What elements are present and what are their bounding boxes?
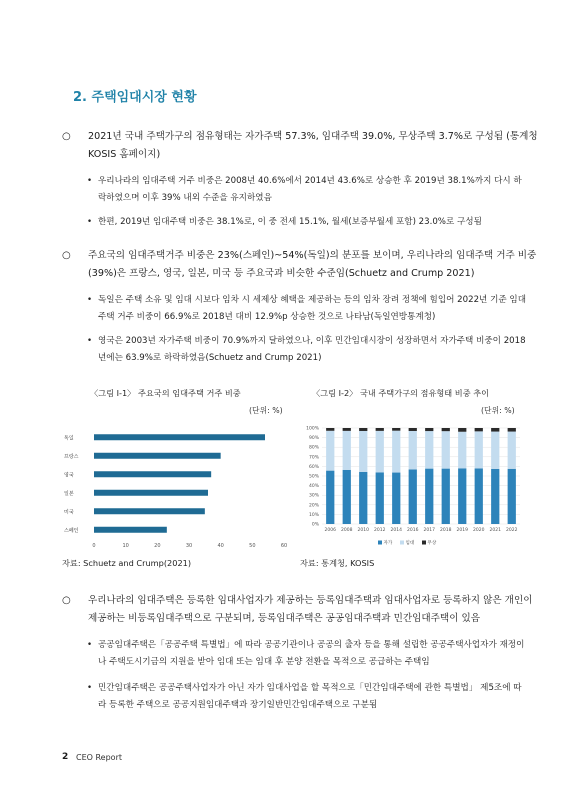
figure-2-caption: 〈그림 Ⅰ-2〉 국내 주택가구의 점유형태 비중 추이 [312, 388, 490, 398]
x-tick-label: 10 [122, 543, 129, 549]
x-tick-label: 2012 [374, 528, 386, 533]
main-bullet-2 [62, 247, 540, 283]
bar-segment [359, 431, 367, 472]
circle-bullet-icon: ○ [62, 250, 71, 261]
category-label: 영국 [64, 472, 74, 479]
sub-bullet-3-2 [87, 680, 527, 714]
y-tick-label: 60% [308, 464, 319, 470]
page-number: 2 [62, 752, 69, 762]
x-tick-label: 2018 [440, 528, 452, 533]
y-tick-label: 20% [308, 503, 319, 509]
category-label: 스페인 [64, 527, 79, 534]
bar-segment [409, 469, 417, 524]
bar-segment [508, 469, 516, 524]
figure-1-caption: 〈그림 Ⅰ-1〉 주요국의 임대주택 거주 비중 [90, 388, 241, 398]
sub-bullet-text: 영국은 2003년 자가주택 비중이 70.9%까지 달하였으나, 이후 민간임대시장이 성장하면서 자가주택 비중이 2018년에는 63.9%로 하락하였음(Schuetz and Crump 2021) [98, 336, 526, 363]
legend-swatch [422, 541, 426, 545]
dot-bullet-icon: • [87, 683, 93, 693]
y-tick-label: 30% [308, 493, 319, 499]
bar-segment [442, 469, 450, 524]
bar [94, 434, 265, 440]
sub-bullet-text: 공공임대주택은「공공주택 특별법」에 따라 공공기관이나 공공의 출자 등을 통해 설립한 공공주택사업자가 재정이나 주택도시기금의 지원을 받아 임대 또는 임대 후 분양 전환을 목적으로 공급하는 주택임 [98, 640, 525, 667]
bar-segment [376, 472, 384, 524]
bar-segment [409, 431, 417, 469]
y-tick-label: 70% [308, 455, 319, 461]
category-label: 일본 [64, 490, 74, 497]
x-tick-label: 2008 [341, 528, 353, 533]
x-tick-label: 30 [185, 543, 193, 549]
sub-bullet-text: 민간임대주택은 공공주택사업자가 아닌 자가 임대사업을 할 목적으로「민간임대주택에 관한 특별법」 제5조에 따라 등록한 주택으로 공공지원임대주택과 장기일반민간임대주택으로 구분됨 [98, 683, 522, 710]
x-tick-label: 2017 [423, 528, 435, 533]
bar [94, 527, 167, 533]
x-tick-label: 0 [92, 543, 96, 549]
bar-segment [425, 428, 433, 431]
bar-segment [343, 428, 351, 431]
legend-swatch [400, 541, 404, 545]
sub-bullet-2-2 [87, 333, 527, 367]
bar [94, 453, 221, 459]
x-tick-label: 2020 [473, 528, 485, 533]
dot-bullet-icon: • [87, 176, 93, 186]
category-label: 프랑스 [64, 453, 79, 460]
dot-bullet-icon: • [87, 640, 93, 650]
legend-label: 자가 [383, 541, 393, 546]
bar-segment [376, 428, 384, 431]
bar-segment [409, 428, 417, 431]
x-tick-label: 2006 [324, 528, 336, 533]
dot-bullet-icon: • [87, 295, 93, 305]
y-tick-label: 0% [311, 522, 319, 528]
x-tick-label: 2019 [456, 528, 468, 533]
chart-2-svg [298, 420, 526, 555]
bar-segment [458, 432, 466, 469]
x-tick-label: 2016 [407, 528, 419, 533]
main-bullet-3 [62, 592, 540, 628]
bar [94, 490, 208, 496]
sub-bullet-text: 우리나라의 임대주택 거주 비중은 2008년 40.6%에서 2014년 43.6%로 상승한 후 2019년 38.1%까지 다시 하락하였으며 이후 39% 내외 수준을 유지하였음 [98, 176, 522, 203]
figure-2-unit: (단위: %) [481, 406, 515, 415]
bar-segment [326, 428, 334, 431]
x-tick-label: 2010 [357, 528, 369, 533]
bar-segment [359, 472, 367, 524]
bar-segment [392, 428, 400, 431]
bar [94, 508, 205, 514]
x-tick-label: 50 [249, 543, 256, 549]
dot-bullet-icon: • [87, 336, 93, 346]
main-bullet-text: 주요국의 임대주택거주 비중은 23%(스페인)~54%(독일)의 분포를 보이며, 우리나라의 임대주택 거주 비중(39%)은 프랑스, 영국, 일본, 미국 등 주요국과 비슷한 수준임(Schuetz and Crump 2021) [88, 250, 537, 279]
bar-segment [475, 431, 483, 468]
x-tick-label: 2022 [506, 528, 518, 533]
bar-segment [508, 432, 516, 469]
bar-segment [442, 428, 450, 431]
bar-segment [491, 432, 499, 469]
y-tick-label: 40% [308, 484, 319, 490]
main-bullet-text: 우리나라의 임대주택은 등록한 임대사업자가 제공하는 등록임대주택과 임대사업자로 등록하지 않은 개인이 제공하는 비등록임대주택으로 구분되며, 등록임대주택은 공공임대주택과 민간임대주택이 있음 [88, 595, 533, 624]
bar-segment [326, 431, 334, 471]
y-tick-label: 10% [308, 512, 319, 518]
sub-bullet-text: 한편, 2019년 임대주택 비중은 38.1%로, 이 중 전세 15.1%, 월세(보증부월세 포함) 23.0%로 구성됨 [98, 217, 482, 227]
category-label: 미국 [64, 509, 74, 516]
figure-2-source: 자료: 통계청, KOSIS [300, 558, 375, 568]
bar-segment [359, 428, 367, 431]
circle-bullet-icon: ○ [62, 595, 71, 606]
figure-1-unit: (단위: %) [249, 406, 283, 415]
x-tick-label: 2021 [489, 528, 501, 533]
circle-bullet-icon: ○ [62, 131, 71, 142]
sub-bullet-1-1 [87, 173, 527, 207]
bar-segment [343, 470, 351, 524]
footer-label: CEO Report [76, 753, 122, 762]
sub-bullet-text: 독일은 주택 소유 및 임대 시보다 임차 시 세제상 혜택을 제공하는 등의 임차 장려 정책에 힘입어 2022년 기준 임대주택 거주 비중이 66.9%로 2018년 대비 12.9%p 상승한 것으로 나타남(독일연방통계청) [98, 295, 527, 322]
bar-segment [442, 431, 450, 468]
legend-label: 무상 [427, 541, 437, 546]
bar-segment [392, 473, 400, 524]
bar-segment [458, 468, 466, 524]
sub-bullet-1-2 [87, 214, 527, 231]
chart-rental-share-by-country [62, 420, 292, 555]
dot-bullet-icon: • [87, 217, 93, 227]
x-tick-label: 2014 [390, 528, 402, 533]
legend-swatch [378, 541, 382, 545]
sub-bullet-2-1 [87, 292, 527, 326]
bar-segment [392, 431, 400, 473]
bar [94, 471, 211, 477]
bar-segment [376, 431, 384, 472]
main-bullet-text: 2021년 국내 주택가구의 점유형태는 자가주택 57.3%, 임대주택 39.0%, 무상주택 3.7%로 구성됨 (통계청 KOSIS 홈페이지) [88, 131, 538, 160]
legend-label: 임대 [405, 541, 415, 546]
bar-segment [475, 428, 483, 431]
bar-segment [343, 431, 351, 470]
x-tick-label: 40 [217, 543, 224, 549]
bar-segment [425, 431, 433, 469]
bar-segment [326, 471, 334, 524]
bar-segment [475, 468, 483, 524]
chart-tenure-trend [298, 420, 526, 555]
y-tick-label: 90% [308, 436, 319, 442]
bar-segment [491, 428, 499, 432]
bar-segment [458, 428, 466, 432]
y-tick-label: 100% [306, 426, 319, 432]
x-tick-label: 60 [280, 543, 288, 549]
bar-segment [508, 428, 516, 432]
main-bullet-1 [62, 128, 540, 164]
section-title: 2. 주택임대시장 현황 [73, 90, 197, 105]
x-tick-label: 20 [154, 543, 161, 549]
bar-segment [425, 469, 433, 524]
chart-1-svg [62, 420, 292, 555]
y-tick-label: 50% [308, 474, 319, 480]
category-label: 독일 [64, 435, 74, 442]
y-tick-label: 80% [308, 445, 319, 451]
figure-1-source: 자료: Schuetz and Crump(2021) [62, 558, 192, 568]
bar-segment [491, 469, 499, 524]
sub-bullet-3-1 [87, 637, 527, 671]
